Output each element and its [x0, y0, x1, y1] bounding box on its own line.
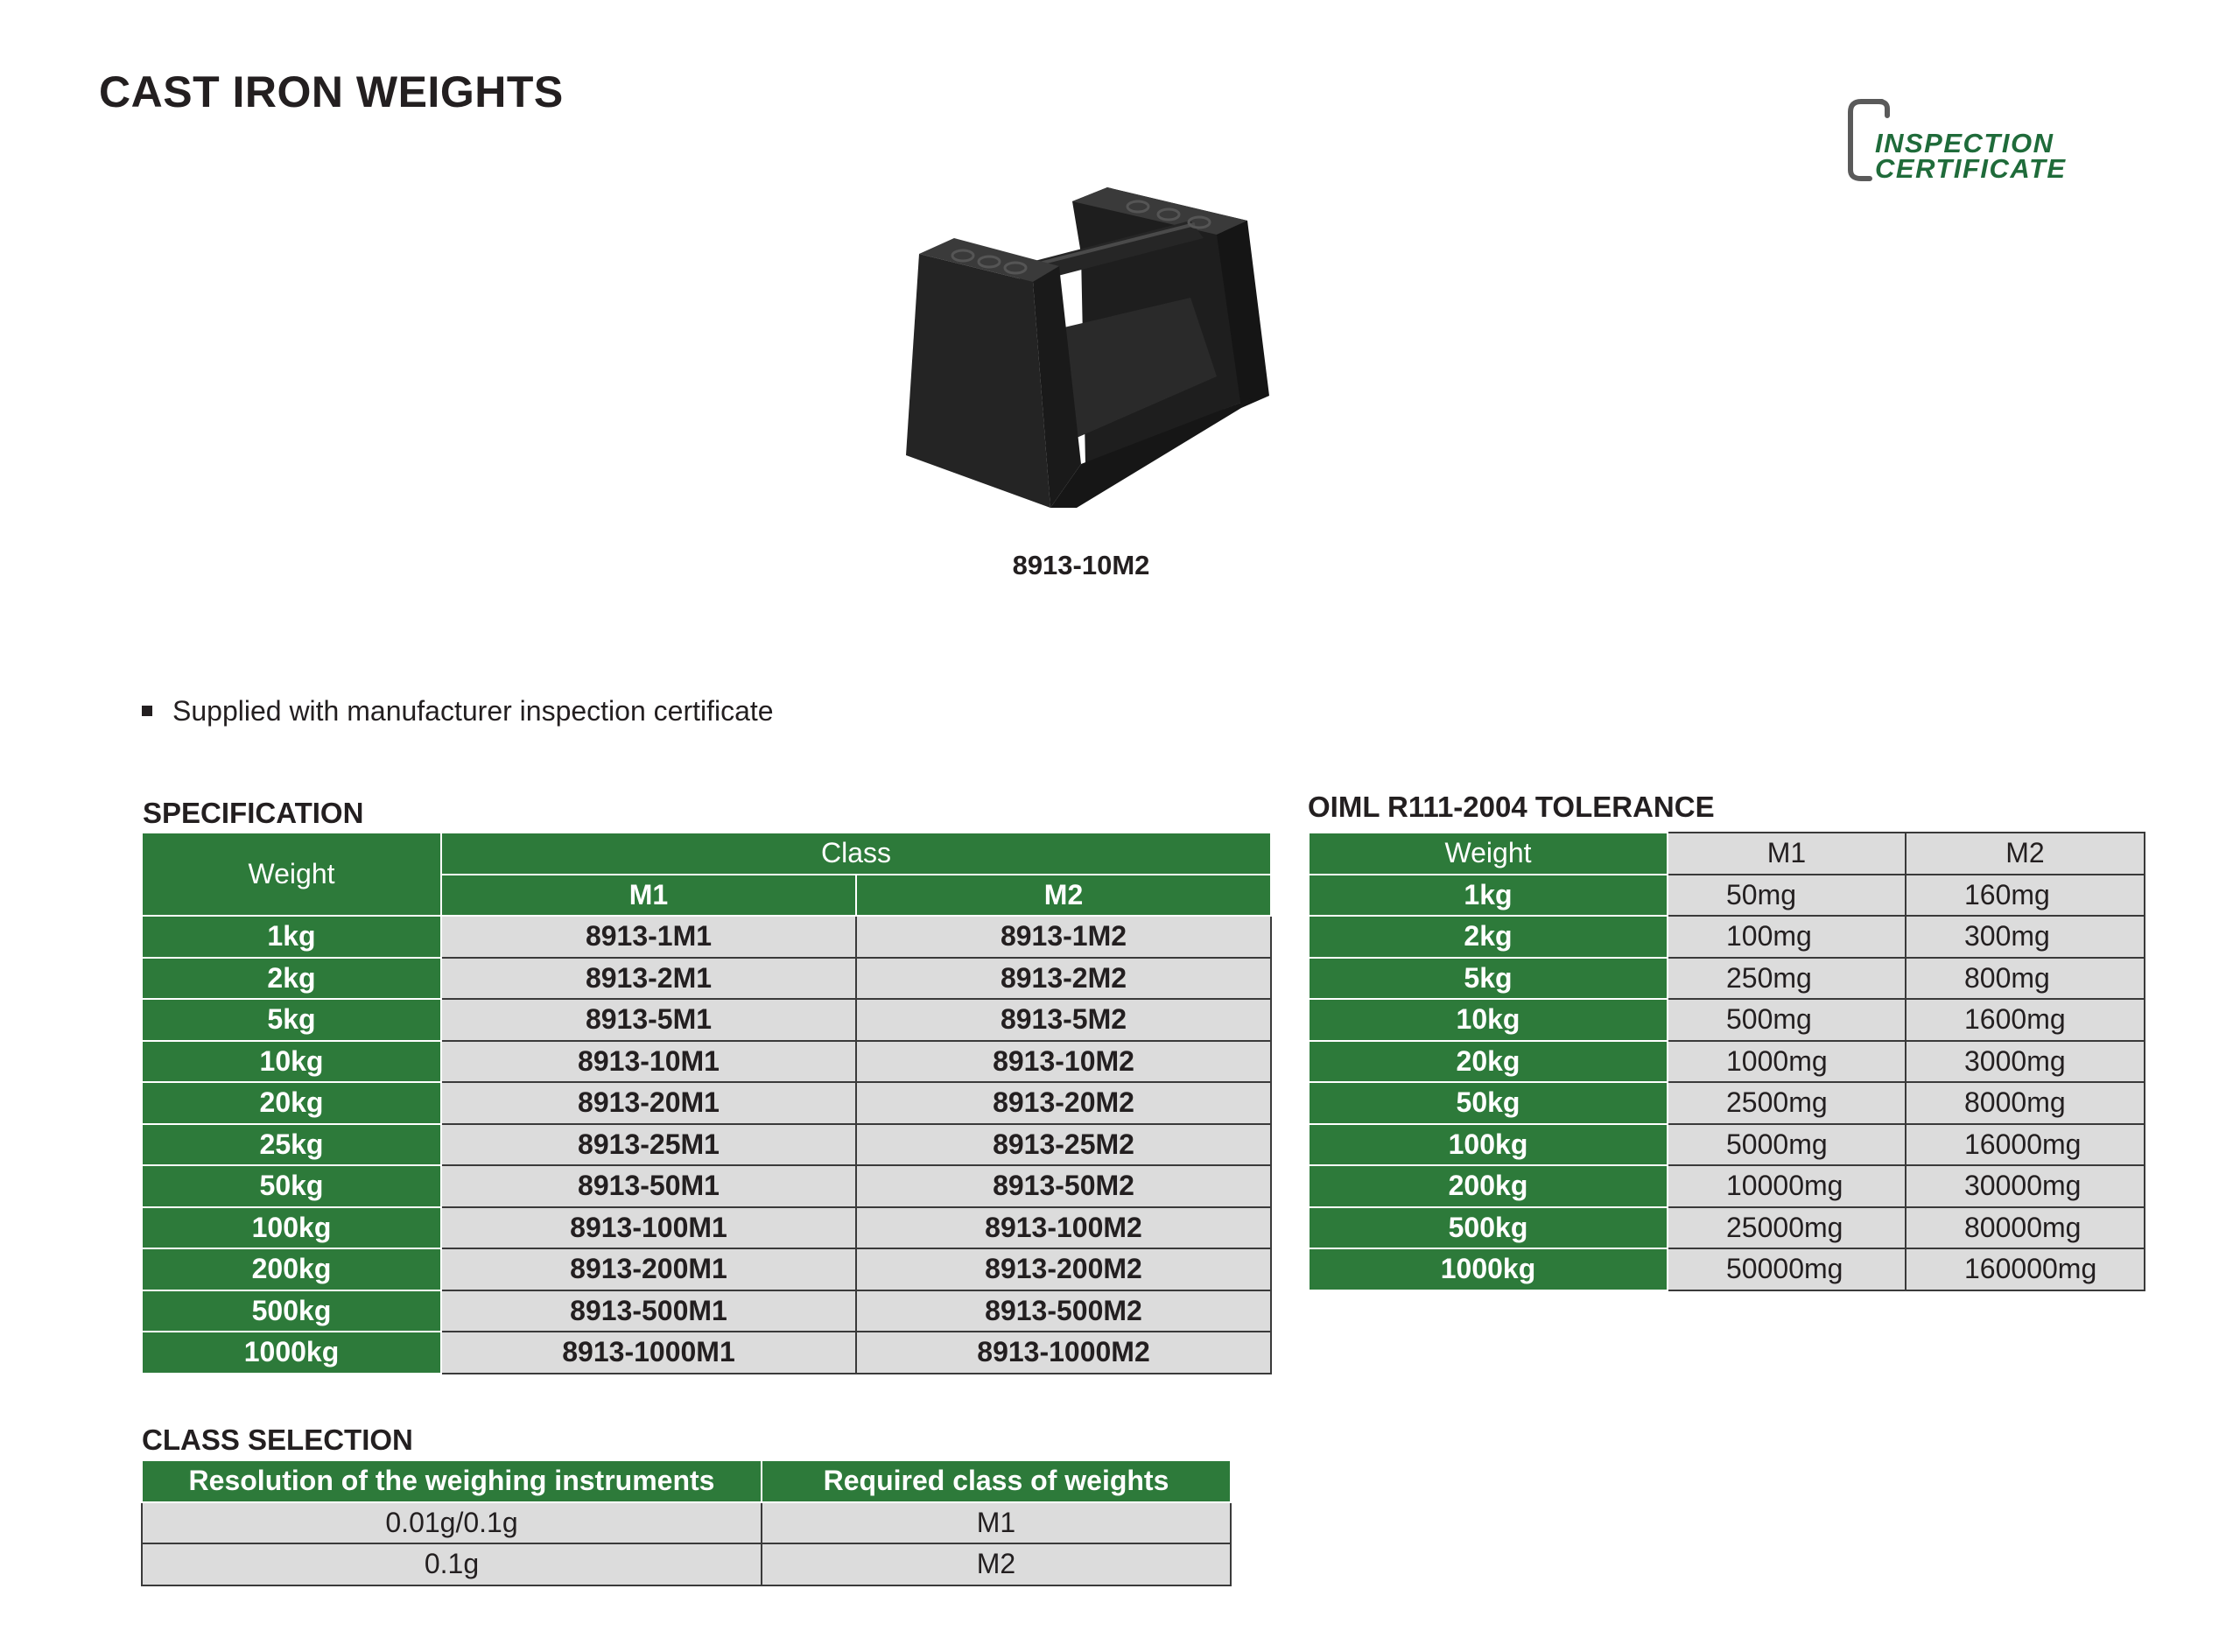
- class-cell: M1: [762, 1502, 1231, 1544]
- table-row: [1309, 916, 2145, 958]
- table-row: [142, 1332, 1271, 1374]
- tol-m2-cell: 8000mg: [1906, 1082, 2145, 1124]
- product-code-caption: 8913-10M2: [1012, 550, 1150, 580]
- table-row: [1309, 1165, 2145, 1207]
- tol-m2-cell: 160000mg: [1906, 1248, 2145, 1290]
- tol-m1-cell: 5000mg: [1668, 1124, 1906, 1166]
- inspection-certificate-logo: [1847, 98, 2118, 182]
- spec-m1-cell: 8913-20M1: [441, 1082, 856, 1124]
- spec-m2-cell: 8913-2M2: [856, 958, 1271, 1000]
- tolerance-table: [1308, 832, 2145, 1291]
- spec-weight-cell: 25kg: [142, 1124, 441, 1166]
- required-class-header: Required class of weights: [762, 1460, 1231, 1502]
- spec-weight-cell: 100kg: [142, 1207, 441, 1249]
- tol-m2-cell: 16000mg: [1906, 1124, 2145, 1166]
- tol-weight-cell: 200kg: [1309, 1165, 1668, 1207]
- table-row: [1309, 958, 2145, 1000]
- tol-m2-cell: 160mg: [1906, 875, 2145, 917]
- tol-m2-cell: 30000mg: [1906, 1165, 2145, 1207]
- certificate-logo-line-2: CERTIFICATE: [1875, 153, 2067, 184]
- tol-m1-cell: 50mg: [1668, 875, 1906, 917]
- table-row: [1309, 1124, 2145, 1166]
- spec-weight-cell: 50kg: [142, 1165, 441, 1207]
- spec-m1-cell: 8913-1000M1: [441, 1332, 856, 1374]
- spec-m1-cell: 8913-5M1: [441, 999, 856, 1041]
- spec-m1-cell: 8913-200M1: [441, 1248, 856, 1290]
- spec-m2-cell: 8913-1M2: [856, 916, 1271, 958]
- table-row: [142, 1041, 1271, 1083]
- specification-title: SPECIFICATION: [143, 797, 364, 829]
- table-row: [142, 916, 1271, 958]
- table-row: [142, 1543, 1231, 1585]
- table-row: [1309, 1041, 2145, 1083]
- certificate-logo-line-1: INSPECTION: [1875, 128, 2054, 158]
- tol-m1-cell: 250mg: [1668, 958, 1906, 1000]
- spec-class-header: Class: [441, 833, 1271, 875]
- spec-weight-cell: 10kg: [142, 1041, 441, 1083]
- spec-weight-cell: 200kg: [142, 1248, 441, 1290]
- tol-weight-cell: 100kg: [1309, 1124, 1668, 1166]
- spec-m2-cell: 8913-25M2: [856, 1124, 1271, 1166]
- tol-m2-header: M2: [1906, 833, 2145, 875]
- spec-m1-cell: 8913-10M1: [441, 1041, 856, 1083]
- page-title: CAST IRON WEIGHTS: [99, 67, 564, 116]
- tol-weight-header: Weight: [1309, 833, 1668, 875]
- spec-m1-cell: 8913-1M1: [441, 916, 856, 958]
- spec-weight-cell: 20kg: [142, 1082, 441, 1124]
- table-row: [142, 1165, 1271, 1207]
- tol-m1-cell: 2500mg: [1668, 1082, 1906, 1124]
- table-row: [142, 1248, 1271, 1290]
- tol-m1-cell: 1000mg: [1668, 1041, 1906, 1083]
- table-row: [142, 1502, 1231, 1544]
- spec-m2-cell: 8913-200M2: [856, 1248, 1271, 1290]
- table-row: [142, 1082, 1271, 1124]
- spec-weight-cell: 2kg: [142, 958, 441, 1000]
- table-row: [1309, 1207, 2145, 1249]
- spec-m1-header: M1: [441, 875, 856, 917]
- tol-m2-cell: 3000mg: [1906, 1041, 2145, 1083]
- spec-m2-cell: 8913-10M2: [856, 1041, 1271, 1083]
- tol-m2-cell: 1600mg: [1906, 999, 2145, 1041]
- spec-m1-cell: 8913-500M1: [441, 1290, 856, 1332]
- table-row: [1309, 999, 2145, 1041]
- tol-m2-cell: 300mg: [1906, 916, 2145, 958]
- spec-m2-cell: 8913-500M2: [856, 1290, 1271, 1332]
- resolution-cell: 0.01g/0.1g: [142, 1502, 762, 1544]
- tol-weight-cell: 500kg: [1309, 1207, 1668, 1249]
- spec-m2-cell: 8913-1000M2: [856, 1332, 1271, 1374]
- tol-weight-cell: 50kg: [1309, 1082, 1668, 1124]
- spec-weight-header: Weight: [142, 833, 441, 916]
- spec-weight-cell: 1kg: [142, 916, 441, 958]
- spec-m2-cell: 8913-20M2: [856, 1082, 1271, 1124]
- spec-weight-cell: 5kg: [142, 999, 441, 1041]
- tol-weight-cell: 5kg: [1309, 958, 1668, 1000]
- feature-text: Supplied with manufacturer inspection certificate: [172, 695, 774, 727]
- spec-m2-cell: 8913-50M2: [856, 1165, 1271, 1207]
- spec-m1-cell: 8913-100M1: [441, 1207, 856, 1249]
- tol-m1-cell: 500mg: [1668, 999, 1906, 1041]
- spec-weight-cell: 500kg: [142, 1290, 441, 1332]
- spec-m1-cell: 8913-50M1: [441, 1165, 856, 1207]
- spec-m2-cell: 8913-5M2: [856, 999, 1271, 1041]
- table-row: [142, 1207, 1271, 1249]
- class-selection-title: CLASS SELECTION: [142, 1424, 413, 1456]
- spec-m1-cell: 8913-25M1: [441, 1124, 856, 1166]
- table-row: [1309, 1248, 2145, 1290]
- spec-m2-cell: 8913-100M2: [856, 1207, 1271, 1249]
- resolution-header: Resolution of the weighing instruments: [142, 1460, 762, 1502]
- tol-weight-cell: 1kg: [1309, 875, 1668, 917]
- tol-m1-cell: 10000mg: [1668, 1165, 1906, 1207]
- table-row: [1309, 875, 2145, 917]
- spec-weight-cell: 1000kg: [142, 1332, 441, 1374]
- spec-m2-header: M2: [856, 875, 1271, 917]
- tol-weight-cell: 2kg: [1309, 916, 1668, 958]
- class-cell: M2: [762, 1543, 1231, 1585]
- table-row: [142, 1290, 1271, 1332]
- cast-iron-weight-image: [902, 175, 1269, 512]
- class-selection-table: [141, 1459, 1232, 1586]
- spec-m1-cell: 8913-2M1: [441, 958, 856, 1000]
- table-row: [142, 1124, 1271, 1166]
- table-row: [142, 999, 1271, 1041]
- resolution-cell: 0.1g: [142, 1543, 762, 1585]
- bullet-square-icon: [142, 706, 152, 716]
- tol-m1-cell: 25000mg: [1668, 1207, 1906, 1249]
- table-row: [142, 958, 1271, 1000]
- tol-weight-cell: 10kg: [1309, 999, 1668, 1041]
- tol-m1-cell: 100mg: [1668, 916, 1906, 958]
- tolerance-title: OIML R111-2004 TOLERANCE: [1308, 791, 1715, 823]
- tol-weight-cell: 20kg: [1309, 1041, 1668, 1083]
- tol-m1-header: M1: [1668, 833, 1906, 875]
- specification-table: [141, 832, 1272, 1374]
- tol-m2-cell: 800mg: [1906, 958, 2145, 1000]
- tol-m1-cell: 50000mg: [1668, 1248, 1906, 1290]
- tol-m2-cell: 80000mg: [1906, 1207, 2145, 1249]
- tol-weight-cell: 1000kg: [1309, 1248, 1668, 1290]
- table-row: [1309, 1082, 2145, 1124]
